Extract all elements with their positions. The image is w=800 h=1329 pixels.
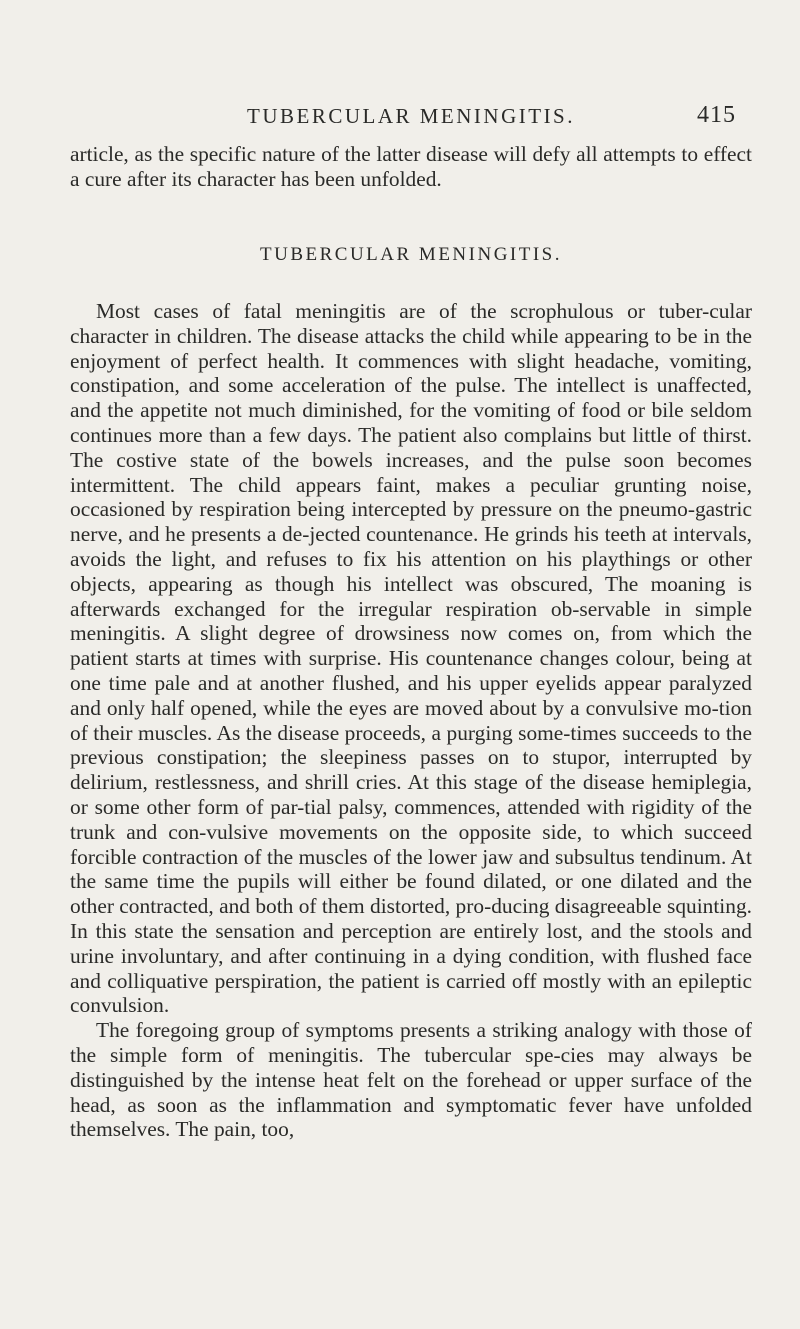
paragraph-symptoms: Most cases of fatal meningitis are of the scrophulous or tuber-cular character in children. The disease attacks the child while appearing to be in the enjoyment of perfect health. It commences with slight headache, vomiting, constipation, and some acceleration of the pulse. The intellect is unaffected, and the appetite not much diminished, for the vomiting of food or bile seldom continues more than a few days. The patient also complains but little of thirst. The costive state of the bowels increases, and the pulse soon becomes intermittent. The child appears faint, makes a peculiar grunting noise, occasioned by respiration being intercepted by pressure on the pneumo-gastric nerve, and he presents a de-jected countenance. He grinds his teeth at intervals, avoids the light, and refuses to fix his attention on his playthings or other objects, appearing as though his intellect was obscured, The moaning is afterwards exchanged for the irregular respiration ob-servable in simple meningitis. A slight degree of drowsiness now comes on, from which the patient starts at times with surprise. His countenance changes colour, being at one time pale and at another flushed, and his upper eyelids appear paralyzed and only half opened, while the eyes are moved about by a convulsive mo-tion of their muscles. As the disease proceeds, a purging some-times succeeds to the previous constipation; the sleepiness passes on to stupor, interrupted by delirium, restlessness, and shrill cries. At this stage of the disease hemiplegia, or some other form of par-tial palsy, commences, attended with rigidity of the trunk and con-vulsive movements on the opposite side, to which succeed forcible contraction of the muscles of the lower jaw and subsultus tendinum. At the same time the pupils will either be found dilated, or one dilated and the other contracted, and both of them distorted, pro-ducing disagreeable squinting. In this state the sensation and perception are entirely lost, and the stools and urine involuntary, and after continuing in a dying condition, with flushed face and colliquative perspiration, the patient is carried off mostly with an epileptic convulsion. [70,299,752,1018]
intro-paragraph: article, as the specific nature of the latter disease will defy all attempts to effect a cure after its character has been unfolded. [70,142,752,191]
running-title: TUBERCULAR MENINGITIS. [247,104,575,128]
section-heading: TUBERCULAR MENINGITIS. [260,244,562,265]
page-number: 415 [697,102,736,128]
main-text [70,299,752,1142]
running-head [70,104,752,132]
paragraph-analogy: The foregoing group of symptoms presents a striking analogy with those of the simple form of meningitis. The tubercular spe-cies may always be distinguished by the intense heat felt on the forehead or upper surface of the head, as soon as the inflammation and symptomatic fever have unfolded themselves. The pain, too, [70,1018,752,1142]
